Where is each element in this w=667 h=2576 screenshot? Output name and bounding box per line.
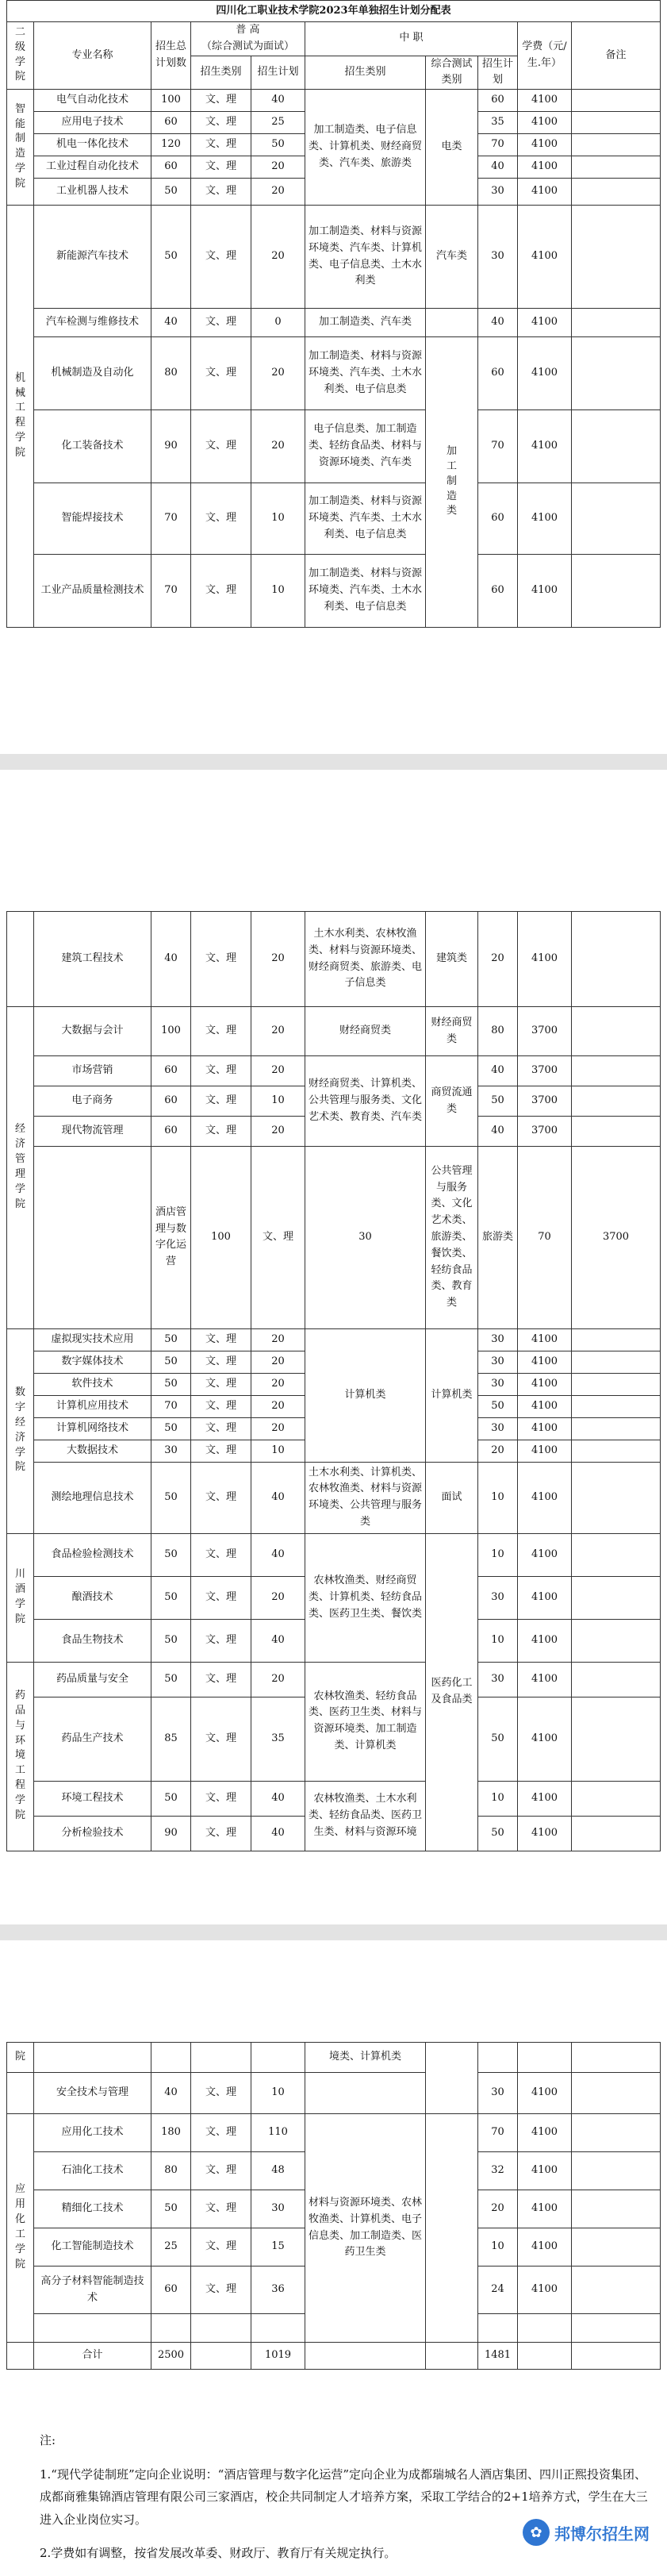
table-row: 市场营销 60 文、理 20 财经商贸类、计算机类、公共管理与服务类、文化艺术类、教育类、汽车类 商贸流通类 40 3700 [7,1056,661,1086]
voc-type-group: 财经商贸类、计算机类、公共管理与服务类、文化艺术类、教育类、汽车类 [305,1056,426,1147]
notes-heading: 注: [40,2433,56,2447]
voc-test-group: 商贸流通类 [426,1056,478,1147]
dept-cell: 数字经济学院 [7,1328,34,1533]
table-row: 机械工程学院 新能源汽车技术 50 文、理 20 加工制造类、材料与资源环境类、汽车类、计算机类、电子信息类、土木水利类 汽车类 30 4100 [7,206,661,309]
major-cell: 虚拟现实技术应用 [34,1328,151,1351]
major-cell: 药品生产技术 [34,1697,151,1781]
major-cell: 工业产品质量检测技术 [34,555,151,628]
sheet-page-2 [0,911,667,1839]
watermark [523,2519,650,2546]
voc-type-group: 农林牧渔类、财经商贸类、计算机类、轻纺食品类、医药卫生类、餐饮类 [305,1533,426,1662]
page-gap [0,1924,667,1940]
table-row: 数字媒体技术 50 文、理 20 30 4100 [7,1351,661,1373]
header-general: 普 高 （综合测试为面试） [191,22,305,56]
header-vocational: 中 职 [305,22,518,56]
major-cell: 现代物流管理 [34,1117,151,1147]
total-vocational: 1481 [478,2343,518,2370]
table-row: 应用化工学院 应用化工技术 180 文、理 110 材料与资源环境类、农林牧渔类、计算机类、电子信息类、加工制造类、医药卫生类 70 4100 [7,2114,661,2152]
flower-logo-icon: ✿ [523,2519,550,2546]
major-cell: 化工智能制造技术 [34,2228,151,2266]
notes-section [40,2429,650,2576]
major-cell: 机械制造及自动化 [34,337,151,410]
major-cell: 汽车检测与维修技术 [34,309,151,337]
plan-table-page-3 [6,2042,661,2370]
major-cell: 应用化工技术 [34,2114,151,2152]
table-row: 经济管理学院 大数据与会计 100 文、理 20 财经商贸类 财经商贸类 80 3700 [7,1007,661,1056]
major-cell: 市场营销 [34,1056,151,1086]
header-voc-test: 综合测试类别 [426,56,478,90]
header-gen-type: 招生类别 [191,56,251,90]
voc-type-group: 材料与资源环境类、农林牧渔类、计算机类、电子信息类、加工制造类、医药卫生类 [305,2114,426,2343]
major-cell: 环境工程技术 [34,1781,151,1816]
table-row: 数字经济学院 虚拟现实技术应用 50 文、理 20 计算机类 计算机类 30 4100 [7,1328,661,1351]
watermark-text: 邦博尔招生网 [554,2524,650,2543]
table-row: 汽车检测与维修技术 40 文、理 0 加工制造类、汽车类 40 4100 [7,309,661,337]
voc-test-group: 加工制造类 [426,337,478,628]
major-cell: 化工装备技术 [34,410,151,483]
total-general: 1019 [251,2343,305,2370]
dept-cell: 经济管理学院 [7,1007,34,1329]
table-row: 酿酒技术 50 文、理 20 30 4100 [7,1576,661,1619]
table-row: 大数据技术 30 文、理 10 20 4100 [7,1440,661,1462]
table-row: 计算机应用技术 70 文、理 20 50 4100 [7,1395,661,1417]
major-cell: 数字媒体技术 [34,1351,151,1373]
header-remark: 备注 [572,22,661,90]
table-row: 建筑工程技术 40 文、理 20 土木水利类、农林牧渔类、材料与资源环境类、财经商贸类、旅游类、电子信息类 建筑类 20 4100 [7,912,661,1007]
major-cell: 测绘地理信息技术 [34,1462,151,1533]
voc-type-group: 加工制造类、电子信息类、计算机类、财经商贸类、汽车类、旅游类 [305,90,426,206]
major-cell: 食品检验检测技术 [34,1533,151,1576]
voc-test-group: 计算机类 [426,1328,478,1462]
table-row: 药品生产技术 85 文、理 35 50 4100 [7,1697,661,1781]
table-title: 四川化工职业技术学院2023年单独招生计划分配表 [7,1,661,22]
major-cell: 计算机应用技术 [34,1395,151,1417]
major-cell: 计算机网络技术 [34,1417,151,1440]
major-cell: 新能源汽车技术 [34,206,151,309]
header-voc-type: 招生类别 [305,56,426,90]
voc-type-group: 农林牧渔类、轻纺食品类、医药卫生类、材料与资源环境类、加工制造类、计算机类 [305,1662,426,1781]
dept-cell: 机械工程学院 [7,206,34,628]
voc-type-group: 农林牧渔类、土木水利类、轻纺食品类、医药卫生类、材料与资源环境 [305,1781,426,1851]
total-all: 2500 [151,2343,191,2370]
table-row: 软件技术 50 文、理 20 30 4100 [7,1373,661,1395]
header-fee: 学费（元/生.年） [518,22,572,90]
major-cell: 酿酒技术 [34,1576,151,1619]
header-voc-plan: 招生计划 [478,56,518,90]
dept-cell: 院 [7,2043,34,2073]
note-apprenticeship: 1.“现代学徒制班”定向企业说明：“酒店管理与数字化运营”定向企业为成都瑞城名人酒店集团、四川正熙投资集团、成都商雅集锦酒店管理有限公司三家酒店，校企共同制定人才培养方案，采取工学结合的2+1培养方式，学生在大三进入企业岗位实习。 [40,2466,648,2527]
table-row: 工业过程自动化技术 60 文、理 20 40 4100 [7,156,661,179]
table-row: 川酒学院 食品检验检测技术 50 文、理 40 农林牧渔类、财经商贸类、计算机类、轻纺食品类、医药卫生类、餐饮类 医药化工及食品类 10 4100 [7,1533,661,1576]
major-cell: 智能焊接技术 [34,483,151,555]
major-cell: 工业过程自动化技术 [34,156,151,179]
major-cell: 软件技术 [34,1373,151,1395]
header-total: 招生总计划数 [151,22,191,90]
table-row: 化工装备技术 90 文、理 20 电子信息类、加工制造类、轻纺食品类、材料与资源环境类、汽车类 70 4100 [7,410,661,483]
table-row: 工业产品质量检测技术 70 文、理 10 加工制造类、材料与资源环境类、汽车类、土木水利类、电子信息类 60 4100 [7,555,661,628]
major-cell: 精细化工技术 [34,2190,151,2228]
voc-type-group: 计算机类 [305,1328,426,1462]
table-row: 精细化工技术 50 文、理 30 20 4100 [7,2190,661,2228]
sheet-page-3 [0,2042,667,2560]
table-row: 应用电子技术 60 文、理 25 35 4100 [7,112,661,134]
header-dept: 二级学院 [7,22,34,90]
major-cell: 酒店管理与数字化运营 [151,1147,191,1329]
table-row: 石油化工技术 80 文、理 48 32 4100 [7,2152,661,2190]
major-cell: 电气自动化技术 [34,90,151,112]
plan-table-page-2 [6,911,661,1851]
major-cell: 工业机器人技术 [34,179,151,206]
total-label: 合计 [34,2343,151,2370]
table-row: 机械制造及自动化 80 文、理 20 加工制造类、材料与资源环境类、汽车类、土木水利类、电子信息类 加工制造类 60 4100 [7,337,661,410]
major-cell: 电子商务 [34,1086,151,1117]
table-row: 工业机器人技术 50 文、理 20 30 4100 [7,179,661,206]
table-row: 智能焊接技术 70 文、理 10 加工制造类、材料与资源环境类、汽车类、土木水利类、电子信息类 60 4100 [7,483,661,555]
table-row: 电子商务 60 文、理 10 50 3700 [7,1086,661,1117]
major-cell: 高分子材料智能制造技术 [34,2266,151,2314]
table-row: 环境工程技术 50 文、理 40 农林牧渔类、土木水利类、轻纺食品类、医药卫生类、材料与资源环境 10 4100 [7,1781,661,1816]
note-tuition: 2.学费如有调整，按省发展改革委、财政厅、教育厅有关规定执行。 [40,2546,397,2560]
table-row: 机电一体化技术 120 文、理 50 70 4100 [7,134,661,156]
table-row: 化工智能制造技术 25 文、理 15 10 4100 [7,2228,661,2266]
table-row: 安全技术与管理 40 文、理 10 30 4100 [7,2073,661,2114]
major-cell: 分析检验技术 [34,1816,151,1851]
dept-cell: 川酒学院 [7,1533,34,1662]
table-row: 计算机网络技术 50 文、理 20 30 4100 [7,1417,661,1440]
table-row: 食品生物技术 50 文、理 40 10 4100 [7,1619,661,1662]
major-cell: 药品质量与安全 [34,1662,151,1697]
major-cell: 石油化工技术 [34,2152,151,2190]
header-major: 专业名称 [34,22,151,90]
page-gap [0,754,667,770]
major-cell: 大数据技术 [34,1440,151,1462]
table-row: 智能制造学院 电气自动化技术 100 文、理 40 加工制造类、电子信息类、计算机类、财经商贸类、汽车类、旅游类 电类 60 4100 [7,90,661,112]
major-cell: 大数据与会计 [34,1007,151,1056]
table-row: 测绘地理信息技术 50 文、理 40 土木水利类、计算机类、农林牧渔类、材料与资源环境类、公共管理与服务类 面试 10 4100 [7,1462,661,1533]
header-gen-plan: 招生计划 [251,56,305,90]
major-cell: 应用电子技术 [34,112,151,134]
voc-test-group: 医药化工及食品类 [426,1533,478,1851]
plan-table-page-1 [6,0,661,628]
major-cell: 建筑工程技术 [34,912,151,1007]
dept-cell: 药品与环境工程学院 [7,1662,34,1851]
dept-cell: 智能制造学院 [7,90,34,206]
dept-cell: 应用化工学院 [7,2114,34,2343]
table-row: 药品与环境工程学院 药品质量与安全 50 文、理 20 农林牧渔类、轻纺食品类、医药卫生类、材料与资源环境类、加工制造类、计算机类 30 4100 [7,1662,661,1697]
major-cell: 机电一体化技术 [34,134,151,156]
total-row [7,2343,661,2370]
table-row: 高分子材料智能制造技术 60 文、理 36 24 4100 [7,2266,661,2314]
table-row: 分析检验技术 90 文、理 40 50 4100 [7,1816,661,1851]
sheet-page-1 [0,0,667,681]
major-cell: 食品生物技术 [34,1619,151,1662]
table-row: 院 境类、计算机类 [7,2043,661,2073]
table-row: 现代物流管理 60 文、理 20 40 3700 [7,1117,661,1147]
voc-test-group: 电类 [426,90,478,206]
major-cell: 安全技术与管理 [34,2073,151,2114]
table-row: 酒店管理与数字化运营 100 文、理 30 公共管理与服务类、文化艺术类、旅游类、餐饮类、轻纺食品类、教育类 旅游类 70 3700 [7,1147,661,1329]
